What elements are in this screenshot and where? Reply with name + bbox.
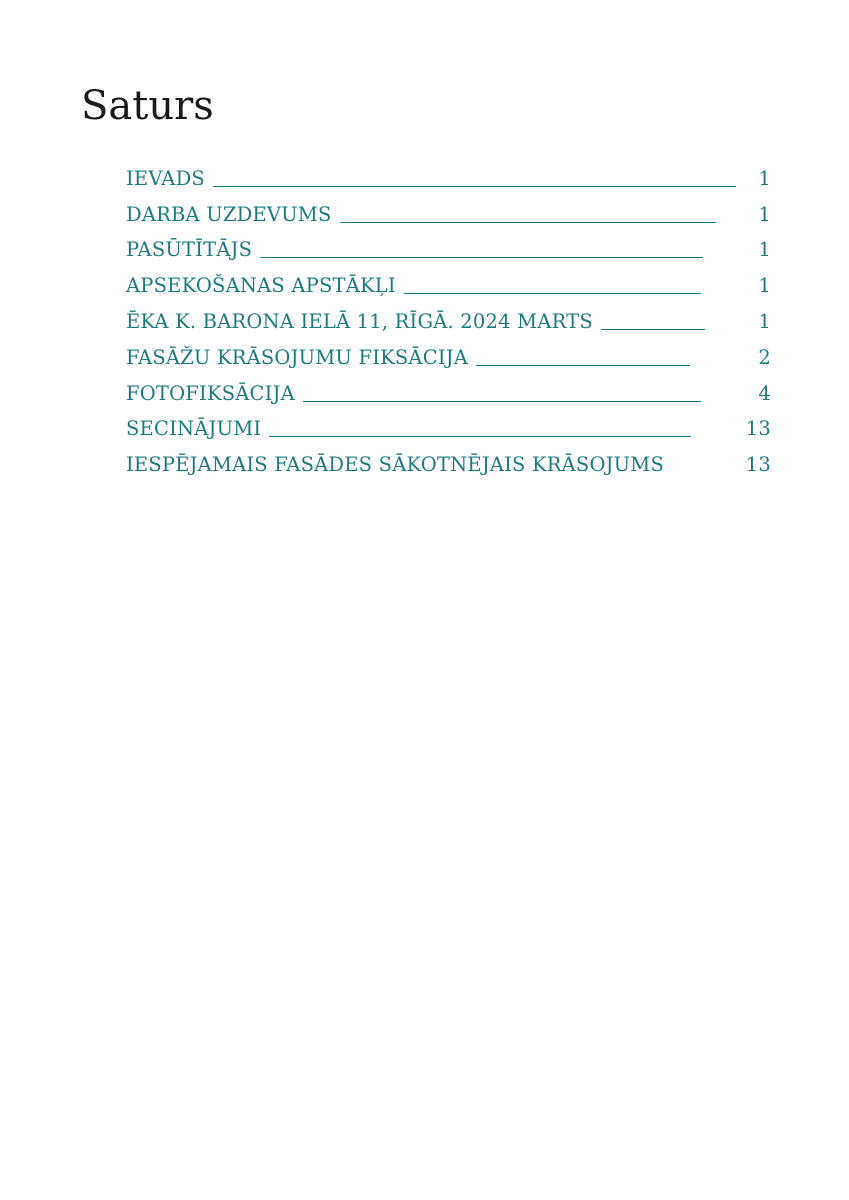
toc-page-number: 4: [758, 381, 771, 405]
toc-entry-pasutitajs[interactable]: [126, 231, 771, 267]
toc-entry-fotofiksacija[interactable]: [126, 374, 771, 410]
toc-entry-label: FOTOFIKSĀCIJA: [126, 381, 295, 405]
toc-leader-line: [213, 186, 736, 187]
toc-title: Saturs: [81, 83, 214, 129]
toc-leader-line: [303, 401, 701, 402]
toc-page-number: 1: [758, 238, 771, 262]
toc-entry-label: PASŪTĪTĀJS: [126, 238, 253, 262]
toc-entry-label: DARBA UZDEVUMS: [126, 202, 332, 226]
toc-entry-secinajumi[interactable]: [126, 410, 771, 446]
toc-page-number: 1: [758, 274, 771, 298]
toc-entry-iespejamais-fasades-krasojums[interactable]: [126, 445, 771, 481]
toc-entry-fasazu-krasojumu-fiksacija[interactable]: [126, 338, 771, 374]
toc-entry-label: FASĀŽU KRĀSOJUMU FIKSĀCIJA: [126, 345, 469, 369]
toc-leader-line: [340, 222, 716, 223]
toc-page-number: 1: [758, 309, 771, 333]
toc-leader-line: [476, 365, 690, 366]
toc-entry-label: IESPĒJAMAIS FASĀDES SĀKOTNĒJAIS KRĀSOJUMS: [126, 453, 665, 477]
toc-page-number: 2: [758, 345, 771, 369]
toc-page-number: 1: [758, 202, 771, 226]
toc-entry-ievads[interactable]: [126, 159, 771, 195]
toc-leader-line: [404, 293, 701, 294]
toc-entry-apsekosanas-apstakli[interactable]: [126, 266, 771, 302]
toc-leader-line: [269, 436, 691, 437]
toc-leader-line: [601, 329, 705, 330]
toc-entry-eka-k-barona[interactable]: [126, 302, 771, 338]
toc-page-number: 1: [758, 166, 771, 190]
toc-entry-label: APSEKOŠANAS APSTĀKĻI: [126, 274, 396, 298]
toc-leader-line: [260, 257, 703, 258]
table-of-contents: [126, 159, 771, 481]
toc-entry-label: IEVADS: [126, 166, 205, 190]
toc-entry-label: SECINĀJUMI: [126, 417, 262, 441]
toc-entry-label: ĒKA K. BARONA IELĀ 11, RĪGĀ. 2024 MARTS: [126, 309, 593, 333]
toc-page-number: 13: [745, 453, 771, 477]
toc-entry-darba-uzdevums[interactable]: [126, 195, 771, 231]
toc-page-number: 13: [745, 417, 771, 441]
